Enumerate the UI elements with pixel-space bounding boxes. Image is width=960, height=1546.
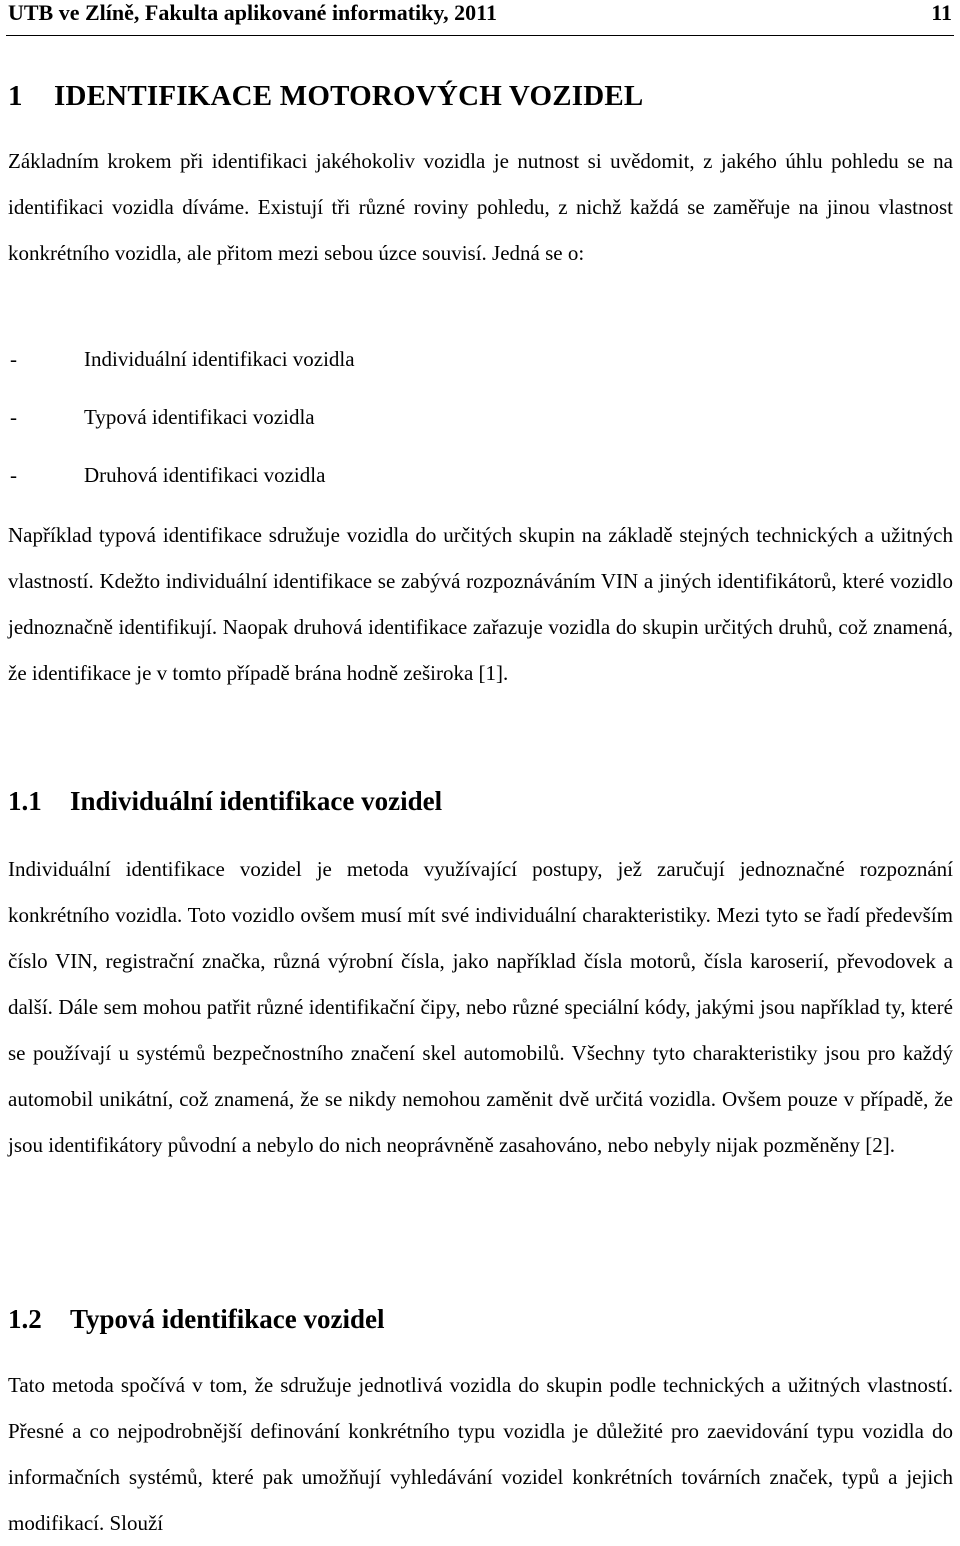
section-title: Individuální identifikace vozidel (70, 786, 443, 816)
chapter-number: 1 (8, 80, 23, 112)
list-item-text: Druhová identifikaci vozidla (84, 463, 326, 487)
dash-marker: - (10, 463, 17, 487)
running-header (8, 0, 952, 26)
followup-paragraph: Například typová identifikace sdružuje vozidla do určitých skupin na základě stejných technických a užitných vlastností. Kdežto individuální identifikace se zabývá rozpoznáváním VIN a jiných identifikátorů, které vozidlo jednoznačně identifikují. Naopak druhová identifikace zařazuje vozidla do skupin určitých druhů, což znamená, že identifikace je v tomto případě brána hodně zeširoka [1]. (8, 523, 953, 685)
chapter-title: IDENTIFIKACE MOTOROVÝCH VOZIDEL (54, 80, 644, 112)
section-title: Typová identifikace vozidel (70, 1304, 385, 1334)
chapter-heading (8, 80, 643, 113)
section-number: 1.2 (8, 1304, 42, 1334)
list-item-text: Typová identifikaci vozidla (84, 405, 315, 429)
header-divider (6, 35, 954, 36)
list-item (8, 336, 355, 394)
intro-paragraph: Základním krokem při identifikaci jakéhokoliv vozidla je nutnost si uvědomit, z jakého úhlu pohledu se na identifikaci vozidla díváme. Existují tři různé roviny pohledu, z nichž každá se zaměřuje na jinou vlastnost konkrétního vozidla, ale přitom mezi sebou úzce souvisí. Jedná se o: (8, 149, 953, 265)
page-number: 11 (931, 0, 952, 25)
identification-list (8, 336, 355, 510)
section-paragraph: Individuální identifikace vozidel je metoda využívající postupy, jež zaručují jednoznačné rozpoznání konkrétního vozidla. Toto vozidlo ovšem musí mít své individuální charakteristiky. Mezi tyto se řadí především číslo VIN, registrační značka, různá výrobní čísla, jako například čísla motorů, čísla karoserií, převodovek a další. Dále sem mohou patřit různé identifikační čipy, nebo různé speciální kódy, jakými jsou například ty, které se používají u systémů bezpečnostního značení skel automobilů. Všechny tyto charakteristiky jsou pro každý automobil unikátní, což znamená, že se nikdy nemohou zaměnit dvě určitá vozidla. Ovšem pouze v případě, že jsou identifikátory původní a nebylo do nich neoprávněně zasahováno, nebo nebyly nijak pozměněny [2]. (8, 857, 953, 1157)
list-item (8, 452, 355, 510)
header-title: UTB ve Zlíně, Fakulta aplikované informatiky, 2011 (8, 0, 497, 25)
dash-marker: - (10, 405, 17, 429)
section-number: 1.1 (8, 786, 42, 816)
section-heading (8, 786, 442, 817)
section-paragraph: Tato metoda spočívá v tom, že sdružuje jednotlivá vozidla do skupin podle technických a užitných vlastností. Přesné a co nejpodrobnější definování konkrétního typu vozidla je důležité pro zaevidování typu vozidla do informačních systémů, které pak umožňují vyhledávání vozidel konkrétních továrních značek, typů a jejich modifikací. Slouží (8, 1373, 953, 1535)
list-item-text: Individuální identifikaci vozidla (84, 347, 355, 371)
list-item (8, 394, 355, 452)
dash-marker: - (10, 347, 17, 371)
section-heading (8, 1304, 385, 1335)
